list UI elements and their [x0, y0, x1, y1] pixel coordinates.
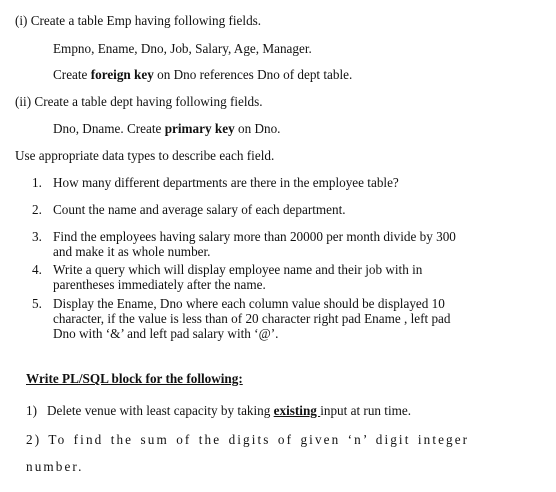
question-number: 1. [32, 175, 42, 190]
section-2-heading: (ii) Create a table dept having following fields. [15, 94, 263, 109]
question-text: Display the Ename, Dno where each column value should be displayed 10 [53, 296, 445, 311]
plsql-item-2-continued: number. [26, 459, 84, 474]
existing-term: existing [273, 403, 321, 418]
question-number: 4. [32, 262, 42, 277]
item-pre-text: Delete venue with least capacity by taking [47, 403, 274, 418]
plsql-heading: Write PL/SQL block for the following: [26, 371, 243, 386]
emp-fields: Empno, Ename, Dno, Job, Salary, Age, Manager. [53, 41, 312, 56]
primary-key-term: primary key [164, 121, 235, 136]
item-post-text: input at run time. [320, 403, 412, 418]
data-types-note: Use appropriate data types to describe each field. [15, 148, 275, 163]
question-text: Count the name and average salary of each department. [53, 202, 346, 217]
plsql-item-1 [26, 403, 411, 418]
foreign-key-term: foreign key [90, 67, 154, 82]
question-5-continued: character, if the value is less than of 20 character right pad Ename , left pad [53, 311, 451, 326]
item-number: 2) [26, 432, 42, 447]
question-number: 5. [32, 296, 42, 311]
question-4-continued: parentheses immediately after the name. [53, 277, 266, 292]
question-2 [32, 202, 346, 217]
section-1-heading: (i) Create a table Emp having following fields. [15, 13, 262, 28]
question-4 [32, 262, 422, 277]
fk-post-text: on Dno references Dno of dept table. [153, 67, 353, 82]
pk-pre-text: Dno, Dname. Create [53, 121, 165, 136]
question-text: Find the employees having salary more than 20000 per month divide by 300 [53, 229, 456, 244]
question-text: Write a query which will display employee name and their job with in [53, 262, 423, 277]
pk-post-text: on Dno. [234, 121, 281, 136]
question-1 [32, 175, 399, 190]
question-3 [32, 229, 456, 244]
item-number: 1) [26, 403, 37, 418]
primary-key-instruction [53, 121, 280, 136]
question-number: 2. [32, 202, 42, 217]
plsql-item-2 [26, 432, 469, 447]
foreign-key-instruction [53, 67, 352, 82]
question-5-continued: Dno with ‘&’ and left pad salary with ‘@’. [53, 326, 279, 341]
question-5 [32, 296, 445, 311]
item-text: To find the sum of the digits of given ‘n’ digit integer [48, 432, 470, 447]
fk-pre-text: Create [53, 67, 91, 82]
question-number: 3. [32, 229, 42, 244]
question-3-continued: and make it as whole number. [53, 244, 211, 259]
question-text: How many different departments are there in the employee table? [53, 175, 399, 190]
